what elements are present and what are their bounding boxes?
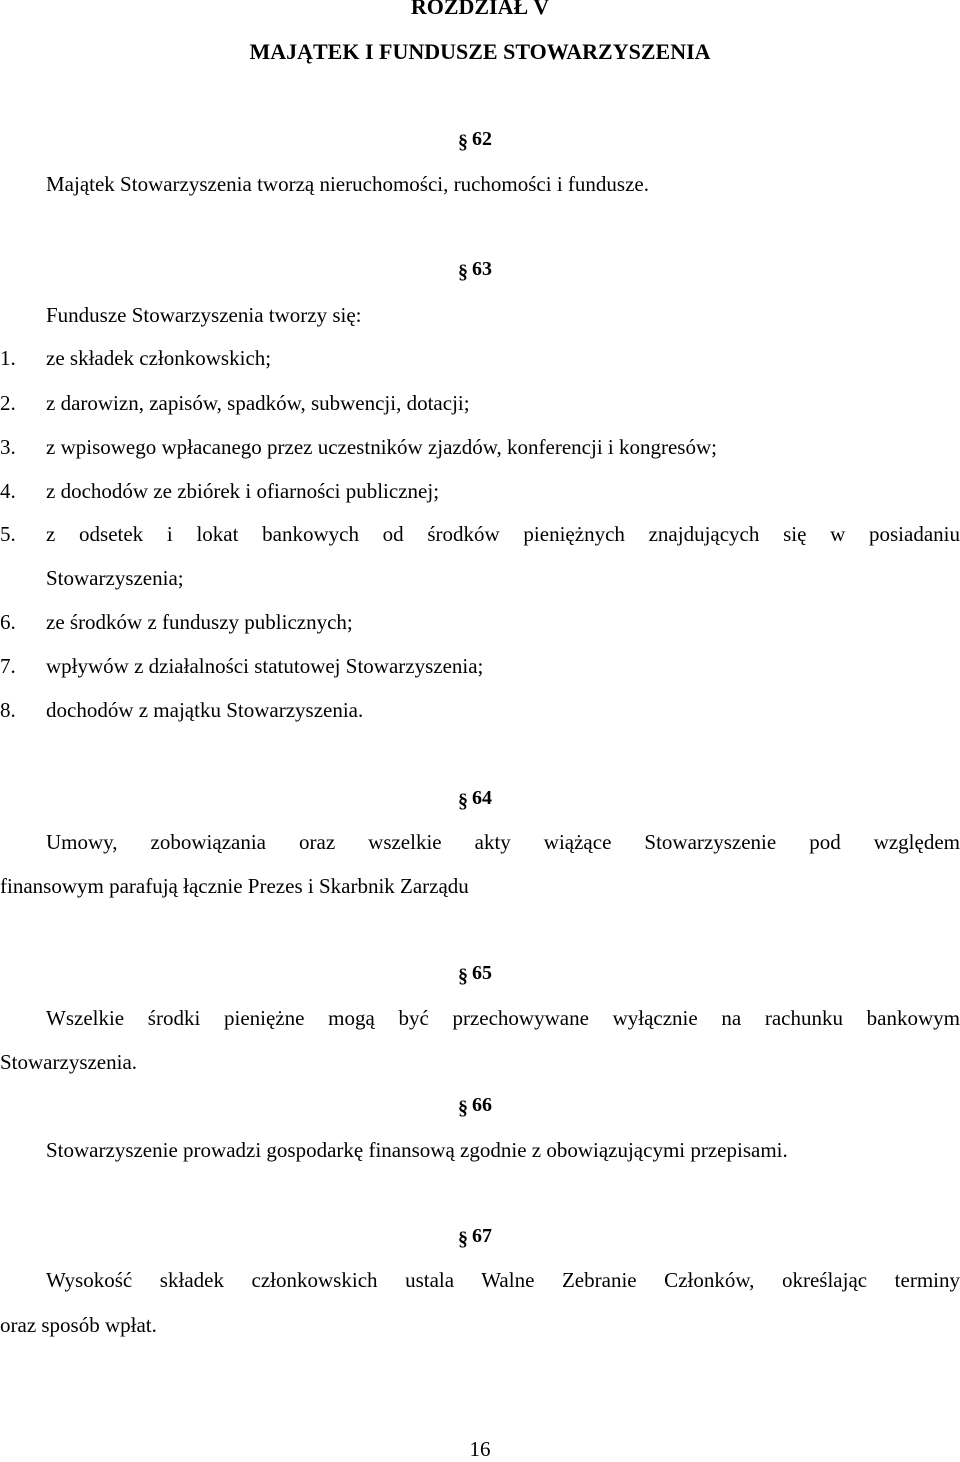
section-symbol-icon: § [458, 261, 468, 283]
list-item: ze środków z funduszy publicznych; [46, 610, 353, 634]
section-symbol-icon: § [458, 965, 468, 987]
section-64-heading [458, 787, 492, 810]
section-66-text: Stowarzyszenie prowadzi gospodarkę finansową zgodnie z obowiązującymi przepisami. [46, 1138, 788, 1162]
list-item-continuation: Stowarzyszenia; [46, 566, 184, 590]
section-number: 62 [472, 128, 492, 150]
chapter-heading: ROZDZIAŁ V [410, 0, 550, 19]
section-number: 63 [472, 258, 492, 280]
list-item-number: 8. [0, 698, 16, 722]
section-64-line-1: Umowy, zobowiązania oraz wszelkie akty wiążące Stowarzyszenie pod względem [46, 830, 960, 854]
section-symbol-icon: § [458, 1097, 468, 1119]
section-number: 67 [472, 1225, 492, 1247]
list-item-number: 7. [0, 654, 16, 678]
section-65-heading [458, 962, 492, 985]
list-item: z odsetek i lokat bankowych od środków pieniężnych znajdujących się w posiadaniu [46, 522, 960, 546]
list-item-number: 6. [0, 610, 16, 634]
section-65-line-2: Stowarzyszenia. [0, 1050, 138, 1074]
list-item: wpływów z działalności statutowej Stowarzyszenia; [46, 654, 484, 678]
list-item-number: 3. [0, 435, 16, 459]
section-symbol-icon: § [458, 1228, 468, 1250]
section-symbol-icon: § [458, 131, 468, 153]
list-item: z darowizn, zapisów, spadków, subwencji, dotacji; [46, 391, 470, 415]
list-item: z wpisowego wpłacanego przez uczestników zjazdów, konferencji i kongresów; [46, 435, 717, 459]
section-67-line-2: oraz sposób wpłat. [0, 1313, 157, 1337]
list-item-number: 2. [0, 391, 16, 415]
section-62-text: Majątek Stowarzyszenia tworzą nieruchomości, ruchomości i fundusze. [46, 172, 649, 196]
section-number: 64 [472, 787, 492, 809]
list-item: z dochodów ze zbiórek i ofiarności publicznej; [46, 479, 440, 503]
section-63-heading [458, 258, 492, 281]
section-number: 65 [472, 962, 492, 984]
section-67-heading [458, 1225, 492, 1248]
section-67-line-1: Wysokość składek członkowskich ustala Walne Zebranie Członków, określając terminy [46, 1268, 960, 1292]
section-65-line-1: Wszelkie środki pieniężne mogą być przechowywane wyłącznie na rachunku bankowym [46, 1006, 960, 1030]
list-item-number: 5. [0, 522, 16, 546]
list-item-number: 1. [0, 346, 16, 370]
section-64-line-2: finansowym parafują łącznie Prezes i Skarbnik Zarządu [0, 874, 469, 898]
list-item: dochodów z majątku Stowarzyszenia. [46, 698, 364, 722]
section-63-intro: Fundusze Stowarzyszenia tworzy się: [46, 303, 362, 327]
list-item-number: 4. [0, 479, 16, 503]
section-symbol-icon: § [458, 790, 468, 812]
section-66-heading [458, 1094, 492, 1117]
page-number: 16 [469, 1437, 491, 1461]
section-number: 66 [472, 1094, 492, 1116]
section-62-heading [458, 128, 492, 151]
chapter-title: MAJĄTEK I FUNDUSZE STOWARZYSZENIA [249, 39, 711, 64]
list-item: ze składek członkowskich; [46, 346, 272, 370]
